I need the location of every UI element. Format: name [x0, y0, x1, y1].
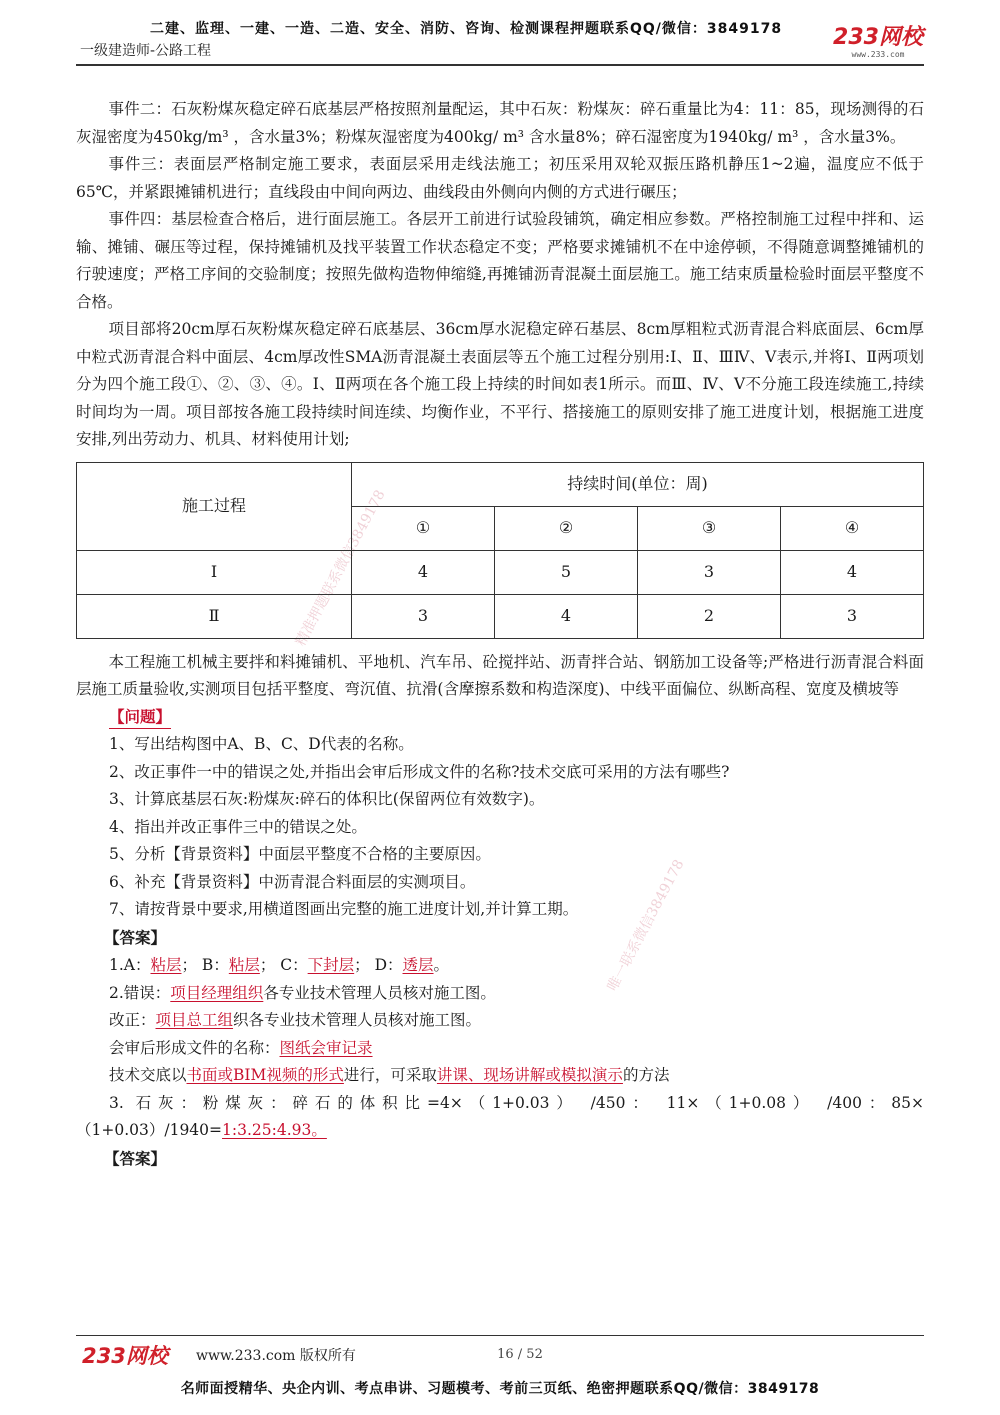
footer-logo: 233网校 — [82, 1344, 168, 1368]
answer-2-error — [76, 980, 924, 1008]
answer-highlight: 粘层 — [228, 956, 260, 974]
question-item: 1、写出结构图中A、B、C、D代表的名称。 — [109, 735, 414, 753]
table-segment: ③ — [638, 506, 781, 550]
question-item: 3、计算底基层石灰:粉煤灰:碎石的体积比(保留两位有效数字)。 — [109, 790, 545, 808]
question-item: 5、分析【背景资料】中面层平整度不合格的主要原因。 — [109, 845, 491, 863]
questions-title: 【问题】 — [109, 706, 171, 729]
answer-highlight: 透层 — [402, 956, 434, 974]
page-number: 16 / 52 — [497, 1347, 543, 1362]
table-header-duration: 持续时间(单位：周) — [352, 462, 924, 506]
answer-2-doc — [76, 1035, 924, 1063]
answer-text: 进行，可采取 — [343, 1066, 437, 1084]
table-row — [77, 550, 924, 594]
answer-highlight: 图纸会审记录 — [279, 1038, 373, 1057]
answer-highlight: 书面或BIM视频的形式 — [186, 1066, 344, 1084]
answer-highlight: 下封层 — [307, 956, 355, 974]
answer-text: 3. 石灰：粉煤灰：碎石的体积比=4×（1+0.03） /450： 11×（1+0.08） /400：85×（1+0.03）/1940= — [76, 1093, 924, 1139]
table-cell: 3 — [352, 594, 495, 638]
page-content — [76, 96, 924, 1173]
answer-text: 各专业技术管理人员核对施工图。 — [263, 983, 496, 1002]
answer-text: ； C： — [259, 956, 308, 974]
table-cell: 4 — [781, 550, 924, 594]
table-cell: 5 — [495, 550, 638, 594]
paragraph-event4: 事件四：基层检查合格后，进行面层施工。各层开工前进行试验段铺筑，确定相应参数。严格控制施工过程中拌和、运输、摊铺、碾压等过程，保持摊铺机及找平装置工作状态稳定不变；严格要求摊铺机不在中途停顿，不得随意调整摊铺机的行驶速度；严格工序间的交验制度；按照先做构造物伸缩缝,再摊铺沥青混凝土面层施工。施工结束质量检验时面层平整度不合格。 — [76, 210, 924, 311]
table-cell: 3 — [781, 594, 924, 638]
answers-title-2: 【答案】 — [104, 1148, 167, 1168]
footer-banner: 名师面授精华、央企内训、考点串讲、习题模考、考前三页纸、绝密押题联系QQ/微信：3849178 — [180, 1381, 820, 1397]
answer-text: 技术交底以 — [109, 1066, 187, 1084]
watermark: 唯一联系微信3849178 — [604, 857, 688, 994]
answer-text: 2.错误： — [109, 983, 171, 1002]
watermark: 精准押题联系微信3849178 — [292, 487, 389, 649]
footer-divider — [76, 1335, 924, 1336]
answer-text: 的方法 — [622, 1066, 670, 1084]
brand-logo — [833, 26, 923, 59]
answer-highlight: 1:3.25:4.93。 — [222, 1121, 327, 1139]
paragraph-event3: 事件三：表面层严格制定施工要求，表面层采用走线法施工；初压采用双轮双振压路机静压1~2遍，温度应不低于65℃，并紧跟摊铺机进行；直线段由中间向两边、曲线段由外侧向内侧的方式进行碾压； — [76, 155, 924, 201]
table-cell: 3 — [638, 550, 781, 594]
answer-highlight: 项目经理组织 — [170, 983, 264, 1002]
brand-logo-text: 233网校 — [833, 25, 923, 50]
answer-2-method — [76, 1062, 924, 1090]
paragraph-machinery: 本工程施工机械主要拌和料摊铺机、平地机、汽车吊、砼搅拌站、沥青拌合站、钢筋加工设备等;严格进行沥青混合料面层施工质量验收,实测项目包括平整度、弯沉值、抗滑(含摩擦系数和构造深度)、中线平面偏位、纵断高程、宽度及横坡等 — [76, 652, 924, 698]
table-segment: ④ — [781, 506, 924, 550]
question-item: 4、指出并改正事件三中的错误之处。 — [109, 817, 367, 836]
table-cell-process: Ⅰ — [77, 550, 352, 594]
paragraph-event2: 事件二：石灰粉煤灰稳定碎石底基层严格按照剂量配运，其中石灰：粉煤灰：碎石重量比为4：11：85，现场测得的石灰湿密度为450kg/m³ ，含水量3%；粉煤灰湿密度为400kg/ m³ 含水量8%；碎石湿密度为1940kg/ m³ ，含水量3%。 — [76, 100, 924, 146]
table-row — [77, 594, 924, 638]
table-header-process: 施工过程 — [77, 462, 352, 550]
answer-text: 。 — [433, 956, 450, 974]
table-segment: ① — [352, 506, 495, 550]
answer-highlight: 粘层 — [150, 956, 182, 974]
table-cell: 2 — [638, 594, 781, 638]
top-banner: 二建、监理、一建、一造、二造、安全、消防、咨询、检测课程押题联系QQ/微信：3849178 — [150, 21, 783, 37]
answer-highlight: 项目总工组 — [155, 1011, 234, 1029]
answer-3 — [76, 1090, 924, 1145]
brand-logo-url: www.233.com — [851, 50, 905, 59]
answer-2-fix — [76, 1007, 924, 1035]
header-divider — [76, 64, 924, 66]
answer-text: 织各专业技术管理人员核对施工图。 — [233, 1011, 482, 1029]
document-subtitle: 一级建造师-公路工程 — [80, 43, 212, 59]
table-cell: 4 — [352, 550, 495, 594]
table-cell-process: Ⅱ — [77, 594, 352, 638]
paragraph-project: 项目部将20cm厚石灰粉煤灰稳定碎石底基层、36cm厚水泥稳定碎石基层、8cm厚粗粒式沥青混合料底面层、6cm厚中粒式沥青混合料中面层、4cm厚改性SMA沥青混凝土表面层等五个施工过程分别用:Ⅰ、Ⅱ、ⅢⅣ、Ⅴ表示,并将Ⅰ、Ⅱ两项划分为四个施工段①、②、③、④。Ⅰ、Ⅱ两项在各个施工段上持续的时间如表1所示。而Ⅲ、Ⅳ、Ⅴ不分施工段连续施工,持续时间均为一周。项目部按各施工段持续时间连续、均衡作业，不平行、搭接施工的原则安排了施工进度计划，根据施工进度安排,列出劳动力、机具、材料使用计划; — [76, 320, 924, 448]
answer-highlight: 讲课、现场讲解或模拟演示 — [436, 1066, 623, 1084]
table-cell: 4 — [495, 594, 638, 638]
duration-table — [76, 462, 924, 639]
question-item: 6、补充【背景资料】中沥青混合料面层的实测项目。 — [109, 872, 476, 891]
question-item: 2、改正事件一中的错误之处,并指出会审后形成文件的名称?技术交底可采用的方法有哪些? — [109, 762, 730, 781]
answer-text: 改正： — [109, 1011, 156, 1029]
answer-1 — [76, 952, 924, 980]
answer-text: ； D： — [354, 956, 403, 974]
footer-site[interactable]: www.233.com 版权所有 — [196, 1348, 356, 1364]
question-item: 7、请按背景中要求,用横道图画出完整的施工进度计划,并计算工期。 — [109, 900, 579, 918]
answer-text: 1.A： — [109, 956, 151, 974]
answer-text: ； B： — [181, 956, 229, 974]
answers-title: 【答案】 — [104, 927, 167, 947]
answer-text: 会审后形成文件的名称： — [109, 1038, 280, 1057]
table-segment: ② — [495, 506, 638, 550]
